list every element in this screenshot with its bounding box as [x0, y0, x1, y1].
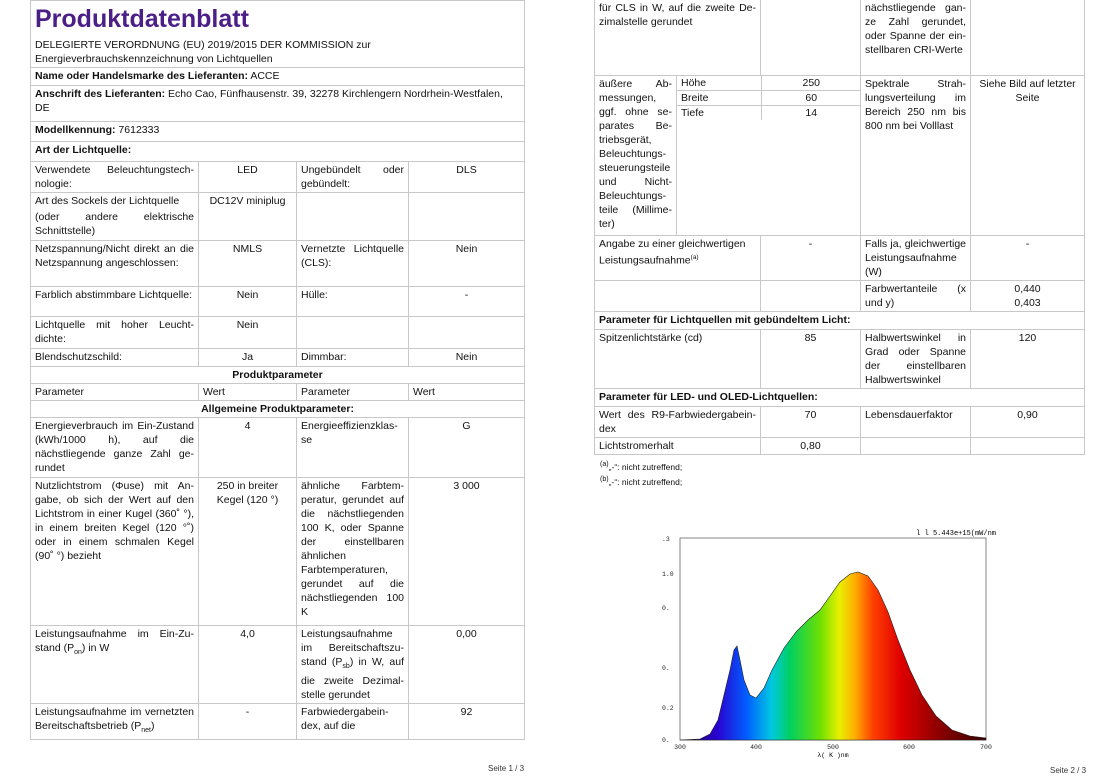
table-row: [31, 478, 525, 626]
led-heading-row: [595, 388, 1085, 406]
survival-factor-value: 0,90: [971, 406, 1085, 437]
y-tick-label: .3: [662, 536, 670, 543]
col-header-value: Wert: [199, 384, 297, 401]
empty-cell: [409, 317, 525, 349]
cap-type-value: DC12V miniplug: [199, 193, 297, 241]
envelope-label: Hülle:: [297, 287, 409, 317]
supplier-label: Name oder Handelsmarke des Lieferanten:: [35, 70, 248, 82]
empty-cell: [595, 280, 761, 311]
page1-table: [30, 0, 525, 740]
cap-type-label: [31, 193, 199, 241]
footnote-b-mark: (b): [600, 475, 609, 484]
x-tick-label: 300: [674, 744, 686, 751]
page2-table: [594, 0, 1085, 455]
supplier-value: ACCE: [250, 70, 280, 82]
params-heading: Produktparameter: [31, 367, 525, 384]
address-value: Echo Cao, Fünfhausenstr. 39, 32278 Kirchlengern Nordrhein-Westfalen, DE: [35, 88, 503, 114]
energy-class-label: Energieeffizienzklasse: [297, 418, 409, 478]
dimensions-cell: [677, 75, 861, 235]
depth-value: 14: [805, 106, 818, 119]
spectral-label: Spektrale Strahlungsverteilung im Bereich 250 nm bis 800 nm bei Volllast: [861, 75, 971, 235]
on-mode-power-value: 4,0: [199, 626, 297, 704]
chromaticity-value: [971, 280, 1085, 311]
anti-glare-value: Ja: [199, 349, 297, 367]
mains-value: NMLS: [199, 241, 297, 287]
standby-sub: sb: [342, 663, 350, 671]
networked-standby-value: -: [199, 704, 297, 740]
footnote-a: [600, 458, 1084, 474]
cct-value: 3 000: [409, 478, 525, 626]
y-tick-label: 0.: [662, 737, 670, 744]
anti-glare-label: Blendschutzschild:: [31, 349, 199, 367]
height-value: 250: [761, 76, 861, 91]
table-row: [595, 329, 1085, 388]
table-row: [31, 317, 525, 349]
cri-label: Farbwiedergabeindex, auf die: [297, 704, 409, 740]
directional-label: Ungebündelt oder gebündelt:: [297, 162, 409, 193]
cct-label: ähnliche Farbtemperatur, gerundet auf die nächstliegenden 100 K, oder Spanne der einstellbaren ähnlichen Farbtemperaturen, gerundet auf die nächstliegenden 100 K: [297, 478, 409, 626]
equiv-text: Angabe zu einer gleichwertigen Leistungsaufnahme: [599, 237, 746, 266]
peak-intensity-value: 85: [761, 329, 861, 388]
model-label: Modellkennung:: [35, 124, 116, 136]
table-row: [595, 235, 1085, 280]
standby-text: Leistungsaufnahme im Bereitschaftszustand (P: [301, 628, 404, 668]
footnote-b: [600, 473, 1084, 489]
footnote-a-text: „-“: nicht zutreffend;: [608, 461, 683, 472]
directional-heading-row: [595, 311, 1085, 329]
table-row: [31, 241, 525, 287]
datasheet-page-2: [594, 0, 1084, 489]
dimmable-label: Dimmbar:: [297, 349, 409, 367]
high-luminance-value: Nein: [199, 317, 297, 349]
table-row: [595, 0, 1085, 75]
y-tick-label: 0.2: [662, 705, 674, 712]
regulation-text: DELEGIERTE VERORDNUNG (EU) 2019/2015 DER KOMMISSION zur Energieverbrauchskennzeichnung von Lichtquellen: [35, 39, 371, 65]
useful-flux-value: 250 in breiter Kegel (120 °): [199, 478, 297, 626]
y-tick-label: 0.: [662, 665, 670, 672]
empty-cell: [761, 0, 861, 75]
table-row: [31, 704, 525, 740]
spectrum-legend: l l 5.443e+15(mW/nm: [916, 530, 996, 538]
general-heading: Allgemeine Produktparameter:: [31, 401, 525, 418]
cap-type-line1: Art des Sockels der Lichtquelle: [35, 195, 180, 207]
col-header-param: Parameter: [31, 384, 199, 401]
model-row: [31, 122, 525, 142]
dimensions-table: [677, 76, 861, 120]
useful-flux-label: Nutzlichtstrom (Φuse) mit Angabe, ob sich der Wert auf den Lichtstrom in einer Kugel (360˚ °), in einem breiten Kegel (120 °˚) oder in einem schmalen Kegel (90˚ °) bezieht: [31, 478, 199, 626]
type-heading-row: [31, 142, 525, 162]
energy-consumption-value: 4: [199, 418, 297, 478]
peak-intensity-label: Spitzenlichtstärke (cd): [595, 329, 761, 388]
x-tick-label: 400: [750, 744, 762, 751]
page-title: Produktdatenblatt: [35, 5, 249, 33]
equivalent-power-value: -: [761, 235, 861, 280]
supplier-row: [31, 68, 525, 86]
energy-class-value: G: [409, 418, 525, 478]
x-tick-label: 600: [903, 744, 915, 751]
spectral-distribution-figure: [660, 520, 1000, 760]
y-tick-label: 0.: [662, 605, 670, 612]
table-row: [595, 280, 1085, 311]
table-row: [31, 626, 525, 704]
address-row: [31, 86, 525, 122]
empty-cell: [297, 317, 409, 349]
height-label: Höhe: [677, 76, 761, 91]
lumen-maintenance-label: Lichtstromerhalt: [595, 437, 761, 454]
high-luminance-label: Lichtquelle mit hoher Leuchtdichte:: [31, 317, 199, 349]
empty-cell: [971, 437, 1085, 454]
footnotes: [594, 458, 1084, 490]
table-row: [595, 406, 1085, 437]
params-heading-row: [31, 367, 525, 384]
spectral-value: Siehe Bild auf letzter Seite: [971, 75, 1085, 235]
dimensions-row: [595, 75, 1085, 235]
dimmable-value: Nein: [409, 349, 525, 367]
led-heading: Parameter für LED- und OLED-Lichtquellen:: [595, 388, 1085, 406]
technology-value: LED: [199, 162, 297, 193]
r9-label: Wert des R9-Farbwiedergabeindex: [595, 406, 761, 437]
empty-cell: [761, 280, 861, 311]
lumen-maintenance-value: 0,80: [761, 437, 861, 454]
empty-cell: [409, 193, 525, 241]
cls-label: Vernetzte Lichtquelle (CLS):: [297, 241, 409, 287]
address-label: Anschrift des Lieferanten:: [35, 88, 166, 100]
equiv-power-label-2: Falls ja, gleichwertige Leistungsaufnahme (W): [861, 235, 971, 280]
tunable-value: Nein: [199, 287, 297, 317]
x-tick-label: 500: [827, 744, 839, 751]
energy-consumption-label: Energieverbrauch im Ein-Zustand (kWh/1000 h), auf die nächstliegende ganze Zahl gerundet: [31, 418, 199, 478]
on-power-text: Leistungsaufnahme im Ein-Zustand (P: [35, 628, 194, 654]
cls-value: Nein: [409, 241, 525, 287]
equiv-power-value-2: -: [971, 235, 1085, 280]
page-number-1: Seite 1 / 3: [488, 764, 525, 773]
net-text: Leistungsaufnahme im vernetzten Bereitschaftsbetrieb (P: [35, 706, 194, 733]
cls-standby-label-cont: für CLS in W, auf die zweite Dezimalstelle gerundet: [595, 0, 761, 75]
standby-power-label: [297, 626, 409, 704]
width-value: 60: [761, 90, 861, 105]
on-power-unit: ) in W: [81, 642, 110, 654]
equivalent-power-label: [595, 235, 761, 280]
r9-value: 70: [761, 406, 861, 437]
table-row: [31, 287, 525, 317]
y-tick-label: 1.0: [662, 571, 674, 578]
x-axis-label: λ( K )nm: [817, 752, 849, 759]
model-value: 7612333: [118, 124, 160, 136]
networked-standby-label: [31, 704, 199, 740]
width-label: Breite: [677, 90, 761, 105]
mains-label: Netzspannung/Nicht direkt an die Netzspannung angeschlossen:: [31, 241, 199, 287]
beam-angle-value: 120: [971, 329, 1085, 388]
col-header-param: Parameter: [297, 384, 409, 401]
beam-angle-label: Halbwertswinkel in Grad oder Spanne der einstellbaren Halbwertswinkel: [861, 329, 971, 388]
chroma-y: 0,403: [1014, 296, 1041, 309]
cri-label-cont: nächstliegende ganze Zahl gerundet, oder Spanne der einstellbaren CRI-Werte: [861, 0, 971, 75]
column-header-row: [31, 384, 525, 401]
equiv-sup: (a): [690, 253, 699, 261]
envelope-value: -: [409, 287, 525, 317]
footnote-a-mark: (a): [600, 459, 609, 468]
col-header-value: Wert: [409, 384, 525, 401]
footnote-b-text: „-“: nicht zutreffend;: [608, 477, 683, 488]
chroma-x: 0,440: [1014, 282, 1041, 295]
x-tick-label: 700: [980, 744, 992, 751]
empty-cell: [297, 193, 409, 241]
table-row: [31, 349, 525, 367]
cri-value: 92: [409, 704, 525, 740]
chromaticity-label: Farbwertanteile (x und y): [861, 280, 971, 311]
net-sub: net: [141, 727, 151, 735]
dimensions-label: äußere Abmessungen, ggf. ohne separates Betriebsgerät, Beleuchtungssteuerungsteile und Nicht-Beleuchtungsteile (Millimeter): [595, 75, 677, 235]
on-mode-power-label: [31, 626, 199, 704]
empty-cell: [861, 437, 971, 454]
general-heading-row: [31, 401, 525, 418]
technology-label: Verwendete Beleuchtungstechnologie:: [31, 162, 199, 193]
table-row: [31, 418, 525, 478]
cap-type-line2: (oder andere elektrische Schnittstelle): [35, 211, 194, 237]
on-power-sub: on: [74, 649, 82, 657]
standby-power-value: 0,00: [409, 626, 525, 704]
spectrum-svg: [660, 520, 1000, 760]
standby-text-2: ) in W, auf die zweite Dezimalstelle gerundet: [301, 656, 405, 702]
depth-label: Tiefe: [677, 105, 761, 120]
net-close: ): [150, 720, 155, 733]
tunable-label: Farblich abstimmbare Lichtquelle:: [31, 287, 199, 317]
survival-factor-label: Lebensdauerfaktor: [861, 406, 971, 437]
table-row: [595, 437, 1085, 454]
empty-cell: [971, 0, 1085, 75]
type-heading: Art der Lichtquelle:: [31, 142, 525, 162]
page-number-2: Seite 2 / 3: [1050, 766, 1087, 775]
title-row: [31, 1, 525, 68]
directional-value: DLS: [409, 162, 525, 193]
table-row: [31, 193, 525, 241]
datasheet-page-1: [30, 0, 524, 740]
table-row: [31, 162, 525, 193]
directional-heading: Parameter für Lichtquellen mit gebündeltem Licht:: [595, 311, 1085, 329]
